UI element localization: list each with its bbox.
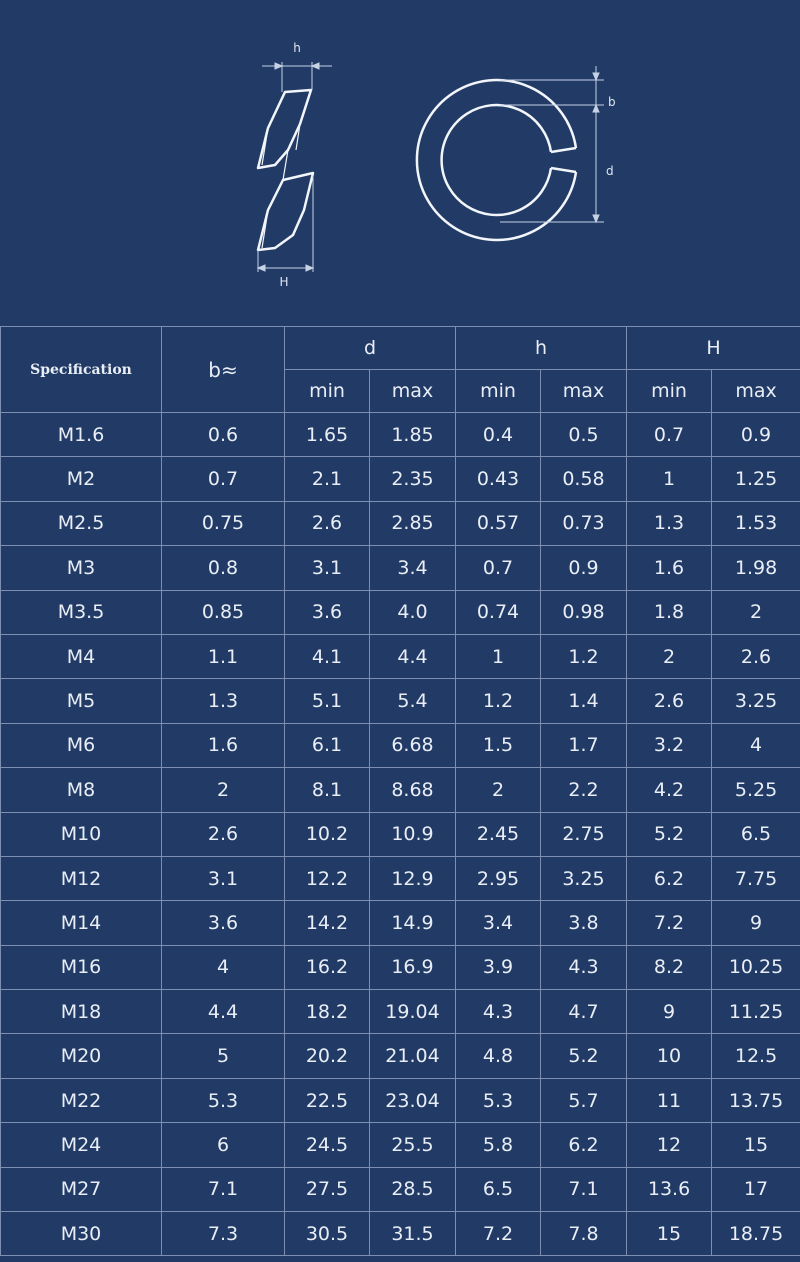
- cell-H-min: 9: [627, 990, 712, 1034]
- cell-h-min: 1: [456, 634, 541, 678]
- table-row: [1, 546, 800, 590]
- cell-h-min: 0.43: [456, 457, 541, 501]
- cell-h-max: 5.2: [541, 1034, 627, 1078]
- washer-side-view: [258, 90, 313, 250]
- cell-h-max: 7.1: [541, 1167, 627, 1211]
- spec-table-body: [1, 413, 800, 1256]
- table-row: [1, 901, 800, 945]
- cell-H-max: 15: [712, 1123, 800, 1167]
- cell-H-min: 2.6: [627, 679, 712, 723]
- cell-b: 6: [162, 1123, 285, 1167]
- cell-h-max: 2.75: [541, 812, 627, 856]
- cell-d-max: 4.0: [370, 590, 456, 634]
- cell-h-min: 3.4: [456, 901, 541, 945]
- cell-h-max: 0.98: [541, 590, 627, 634]
- cell-h-max: 1.4: [541, 679, 627, 723]
- cell-spec: M1.6: [1, 413, 162, 457]
- cell-d-max: 12.9: [370, 856, 456, 900]
- cell-h-max: 3.25: [541, 856, 627, 900]
- cell-h-max: 4.7: [541, 990, 627, 1034]
- cell-h-min: 6.5: [456, 1167, 541, 1211]
- label-d: d: [606, 164, 614, 178]
- table-row: [1, 812, 800, 856]
- cell-spec: M2.5: [1, 501, 162, 545]
- cell-h-min: 0.7: [456, 546, 541, 590]
- cell-b: 5: [162, 1034, 285, 1078]
- cell-H-max: 3.25: [712, 679, 800, 723]
- cell-h-max: 0.58: [541, 457, 627, 501]
- cell-H-min: 12: [627, 1123, 712, 1167]
- cell-H-min: 1: [627, 457, 712, 501]
- cell-d-min: 8.1: [285, 768, 370, 812]
- cell-b: 2: [162, 768, 285, 812]
- cell-d-max: 31.5: [370, 1212, 456, 1256]
- cell-H-min: 8.2: [627, 945, 712, 989]
- cell-spec: M4: [1, 634, 162, 678]
- cell-b: 1.1: [162, 634, 285, 678]
- header-row-top: [1, 327, 800, 370]
- label-b: b: [608, 95, 616, 109]
- cell-H-min: 1.8: [627, 590, 712, 634]
- table-row: [1, 723, 800, 767]
- table-row: [1, 1078, 800, 1122]
- cell-b: 0.75: [162, 501, 285, 545]
- header-H: H: [627, 327, 800, 370]
- cell-d-min: 30.5: [285, 1212, 370, 1256]
- header-d-min: min: [285, 370, 370, 413]
- table-row: [1, 634, 800, 678]
- cell-h-max: 3.8: [541, 901, 627, 945]
- cell-H-min: 4.2: [627, 768, 712, 812]
- cell-d-max: 14.9: [370, 901, 456, 945]
- cell-d-min: 12.2: [285, 856, 370, 900]
- cell-h-min: 0.4: [456, 413, 541, 457]
- cell-h-max: 0.9: [541, 546, 627, 590]
- cell-b: 3.1: [162, 856, 285, 900]
- cell-spec: M14: [1, 901, 162, 945]
- cell-b: 5.3: [162, 1078, 285, 1122]
- cell-h-max: 1.7: [541, 723, 627, 767]
- header-specification: Specification: [1, 327, 162, 413]
- cell-spec: M30: [1, 1212, 162, 1256]
- cell-H-max: 1.25: [712, 457, 800, 501]
- cell-spec: M20: [1, 1034, 162, 1078]
- cell-d-max: 19.04: [370, 990, 456, 1034]
- cell-d-min: 20.2: [285, 1034, 370, 1078]
- cell-spec: M6: [1, 723, 162, 767]
- cell-h-max: 7.8: [541, 1212, 627, 1256]
- cell-spec: M3.5: [1, 590, 162, 634]
- cell-d-max: 2.85: [370, 501, 456, 545]
- cell-h-max: 5.7: [541, 1078, 627, 1122]
- header-d: d: [285, 327, 456, 370]
- table-row: [1, 457, 800, 501]
- cell-h-min: 5.3: [456, 1078, 541, 1122]
- cell-d-min: 5.1: [285, 679, 370, 723]
- cell-h-min: 4.3: [456, 990, 541, 1034]
- cell-H-max: 2.6: [712, 634, 800, 678]
- cell-h-min: 2.45: [456, 812, 541, 856]
- cell-H-max: 0.9: [712, 413, 800, 457]
- cell-b: 7.1: [162, 1167, 285, 1211]
- cell-spec: M10: [1, 812, 162, 856]
- cell-H-max: 17: [712, 1167, 800, 1211]
- cell-d-max: 5.4: [370, 679, 456, 723]
- cell-H-min: 5.2: [627, 812, 712, 856]
- cell-H-max: 11.25: [712, 990, 800, 1034]
- cell-d-min: 10.2: [285, 812, 370, 856]
- table-row: [1, 1123, 800, 1167]
- washer-diagram: [0, 0, 800, 326]
- cell-h-min: 7.2: [456, 1212, 541, 1256]
- cell-d-min: 16.2: [285, 945, 370, 989]
- cell-H-max: 2: [712, 590, 800, 634]
- cell-spec: M12: [1, 856, 162, 900]
- washer-drawing: [0, 0, 800, 326]
- cell-h-min: 3.9: [456, 945, 541, 989]
- cell-H-max: 5.25: [712, 768, 800, 812]
- cell-h-min: 2.95: [456, 856, 541, 900]
- cell-H-max: 13.75: [712, 1078, 800, 1122]
- cell-b: 0.85: [162, 590, 285, 634]
- cell-b: 0.7: [162, 457, 285, 501]
- cell-H-min: 10: [627, 1034, 712, 1078]
- table-row: [1, 990, 800, 1034]
- header-h-min: min: [456, 370, 541, 413]
- cell-H-min: 7.2: [627, 901, 712, 945]
- cell-d-max: 8.68: [370, 768, 456, 812]
- table-row: [1, 945, 800, 989]
- cell-d-min: 27.5: [285, 1167, 370, 1211]
- cell-d-max: 10.9: [370, 812, 456, 856]
- header-h-max: max: [541, 370, 627, 413]
- cell-b: 4.4: [162, 990, 285, 1034]
- cell-spec: M5: [1, 679, 162, 723]
- cell-b: 7.3: [162, 1212, 285, 1256]
- cell-d-min: 22.5: [285, 1078, 370, 1122]
- cell-spec: M8: [1, 768, 162, 812]
- cell-h-min: 0.74: [456, 590, 541, 634]
- cell-H-max: 9: [712, 901, 800, 945]
- cell-d-max: 28.5: [370, 1167, 456, 1211]
- cell-H-min: 1.6: [627, 546, 712, 590]
- table-row: [1, 1167, 800, 1211]
- cell-h-min: 4.8: [456, 1034, 541, 1078]
- cell-d-max: 25.5: [370, 1123, 456, 1167]
- cell-H-max: 1.98: [712, 546, 800, 590]
- cell-H-max: 18.75: [712, 1212, 800, 1256]
- cell-b: 1.6: [162, 723, 285, 767]
- cell-d-min: 6.1: [285, 723, 370, 767]
- cell-b: 4: [162, 945, 285, 989]
- top-dimension-lines: [500, 66, 604, 222]
- washer-top-view: [417, 80, 576, 240]
- cell-h-max: 0.5: [541, 413, 627, 457]
- cell-b: 3.6: [162, 901, 285, 945]
- cell-d-max: 3.4: [370, 546, 456, 590]
- table-row: [1, 413, 800, 457]
- cell-d-min: 2.6: [285, 501, 370, 545]
- cell-H-min: 1.3: [627, 501, 712, 545]
- cell-spec: M22: [1, 1078, 162, 1122]
- cell-h-min: 0.57: [456, 501, 541, 545]
- table-row: [1, 1034, 800, 1078]
- cell-H-max: 4: [712, 723, 800, 767]
- cell-H-min: 6.2: [627, 856, 712, 900]
- cell-b: 0.8: [162, 546, 285, 590]
- cell-H-min: 13.6: [627, 1167, 712, 1211]
- cell-d-max: 21.04: [370, 1034, 456, 1078]
- cell-d-max: 6.68: [370, 723, 456, 767]
- cell-H-max: 1.53: [712, 501, 800, 545]
- cell-d-min: 3.6: [285, 590, 370, 634]
- cell-h-min: 1.2: [456, 679, 541, 723]
- cell-h-max: 6.2: [541, 1123, 627, 1167]
- cell-b: 2.6: [162, 812, 285, 856]
- cell-d-min: 24.5: [285, 1123, 370, 1167]
- cell-H-min: 3.2: [627, 723, 712, 767]
- cell-h-max: 2.2: [541, 768, 627, 812]
- cell-d-max: 2.35: [370, 457, 456, 501]
- cell-H-min: 15: [627, 1212, 712, 1256]
- table-row: [1, 501, 800, 545]
- table-row: [1, 679, 800, 723]
- cell-spec: M27: [1, 1167, 162, 1211]
- cell-h-min: 5.8: [456, 1123, 541, 1167]
- cell-b: 0.6: [162, 413, 285, 457]
- header-H-max: max: [712, 370, 800, 413]
- cell-spec: M24: [1, 1123, 162, 1167]
- cell-h-max: 0.73: [541, 501, 627, 545]
- cell-H-min: 0.7: [627, 413, 712, 457]
- spec-table: [0, 326, 800, 1256]
- label-h-top: h: [293, 41, 301, 55]
- cell-H-max: 7.75: [712, 856, 800, 900]
- cell-H-max: 10.25: [712, 945, 800, 989]
- cell-H-max: 12.5: [712, 1034, 800, 1078]
- cell-d-min: 14.2: [285, 901, 370, 945]
- cell-d-max: 16.9: [370, 945, 456, 989]
- cell-d-max: 23.04: [370, 1078, 456, 1122]
- table-row: [1, 768, 800, 812]
- header-h: h: [456, 327, 627, 370]
- table-row: [1, 590, 800, 634]
- cell-d-max: 1.85: [370, 413, 456, 457]
- cell-H-min: 2: [627, 634, 712, 678]
- cell-spec: M2: [1, 457, 162, 501]
- cell-d-max: 4.4: [370, 634, 456, 678]
- cell-d-min: 3.1: [285, 546, 370, 590]
- table-row: [1, 1212, 800, 1256]
- header-b: b≈: [162, 327, 285, 413]
- label-H-bottom: H: [279, 275, 289, 289]
- cell-spec: M16: [1, 945, 162, 989]
- cell-H-min: 11: [627, 1078, 712, 1122]
- cell-H-max: 6.5: [712, 812, 800, 856]
- cell-h-max: 1.2: [541, 634, 627, 678]
- cell-h-max: 4.3: [541, 945, 627, 989]
- cell-d-min: 18.2: [285, 990, 370, 1034]
- header-H-min: min: [627, 370, 712, 413]
- table-row: [1, 856, 800, 900]
- cell-spec: M18: [1, 990, 162, 1034]
- cell-d-min: 1.65: [285, 413, 370, 457]
- cell-h-min: 1.5: [456, 723, 541, 767]
- cell-b: 1.3: [162, 679, 285, 723]
- cell-d-min: 4.1: [285, 634, 370, 678]
- cell-spec: M3: [1, 546, 162, 590]
- cell-h-min: 2: [456, 768, 541, 812]
- cell-d-min: 2.1: [285, 457, 370, 501]
- header-d-max: max: [370, 370, 456, 413]
